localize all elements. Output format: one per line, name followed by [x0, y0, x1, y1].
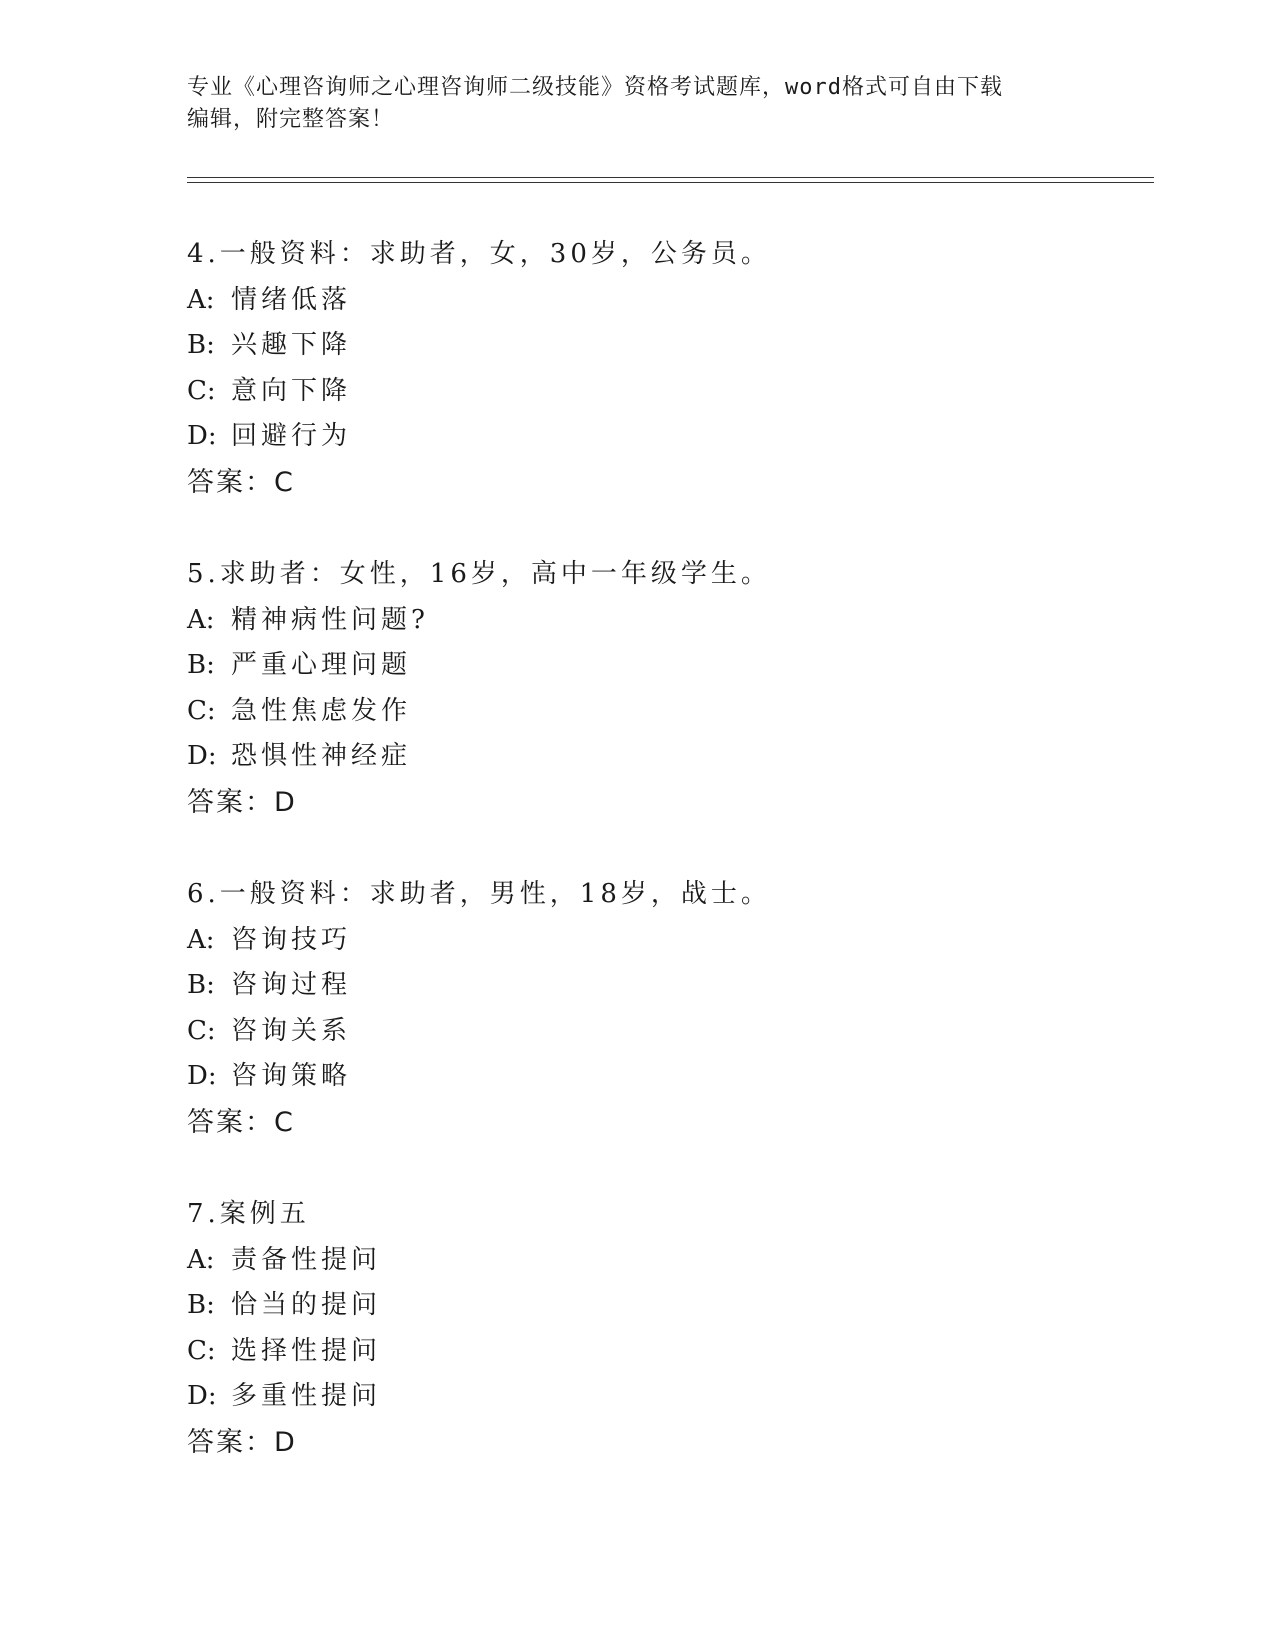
option-text: 急性焦虑发作 — [231, 695, 412, 726]
option-text: 咨询关系 — [231, 1015, 352, 1046]
option-letter: C: — [187, 1015, 216, 1046]
answer-line: 答案：D — [187, 786, 297, 818]
header-divider-top — [187, 177, 1154, 178]
option-text: 责备性提问 — [231, 1244, 382, 1275]
option-text: 精神病性问题? — [231, 604, 429, 635]
question-stem: 4.一般资料：求助者，女，30岁，公务员。 — [187, 239, 771, 269]
option-letter: D: — [187, 741, 217, 771]
answer-line: 答案：C — [187, 1106, 295, 1138]
option-letter: A: — [187, 604, 215, 635]
header-divider-bottom — [187, 182, 1154, 183]
option-c — [187, 1329, 1087, 1375]
option-letter: C: — [187, 375, 216, 406]
option-letter: B: — [187, 970, 215, 1000]
option-a — [187, 918, 1087, 964]
option-text: 严重心理问题 — [231, 650, 412, 680]
option-letter: A: — [187, 1244, 215, 1275]
question-stem: 7.案例五 — [187, 1199, 310, 1229]
option-letter: C: — [187, 695, 216, 726]
option-letter: C: — [187, 1335, 216, 1366]
option-letter: D: — [187, 1381, 217, 1411]
question-block — [187, 232, 1087, 505]
question-stem: 6.一般资料：求助者，男性，18岁，战士。 — [187, 879, 771, 909]
option-text: 回避行为 — [231, 421, 352, 451]
option-letter: D: — [187, 421, 217, 451]
option-text: 咨询过程 — [231, 970, 352, 1000]
option-b — [187, 323, 1087, 369]
option-d — [187, 1054, 1087, 1100]
option-letter: A: — [187, 284, 215, 315]
option-letter: B: — [187, 330, 215, 360]
option-d — [187, 414, 1087, 460]
option-a — [187, 1238, 1087, 1284]
option-letter: A: — [187, 924, 215, 955]
option-text: 兴趣下降 — [231, 330, 352, 360]
answer-line: 答案：D — [187, 1426, 297, 1458]
option-a — [187, 278, 1087, 324]
option-text: 咨询技巧 — [231, 924, 352, 955]
option-text: 意向下降 — [231, 375, 352, 406]
option-text: 多重性提问 — [231, 1381, 382, 1411]
question-block — [187, 552, 1087, 825]
option-text: 恐惧性神经症 — [231, 741, 412, 771]
option-d — [187, 1374, 1087, 1420]
option-text: 情绪低落 — [231, 284, 352, 315]
option-b — [187, 1283, 1087, 1329]
option-c — [187, 1009, 1087, 1055]
option-letter: B: — [187, 1290, 215, 1320]
document-header — [187, 72, 1087, 136]
option-d — [187, 734, 1087, 780]
option-c — [187, 689, 1087, 735]
option-a — [187, 598, 1087, 644]
option-c — [187, 369, 1087, 415]
option-b — [187, 643, 1087, 689]
question-block — [187, 872, 1087, 1145]
question-stem: 5.求助者：女性，16岁，高中一年级学生。 — [187, 559, 771, 589]
header-line-2: 编辑，附完整答案！ — [187, 107, 395, 132]
option-letter: B: — [187, 650, 215, 680]
option-b — [187, 963, 1087, 1009]
answer-line: 答案：C — [187, 466, 295, 498]
option-letter: D: — [187, 1061, 217, 1091]
option-text: 咨询策略 — [231, 1061, 352, 1091]
header-line-1: 专业《心理咨询师之心理咨询师二级技能》资格考试题库，word格式可自由下载 — [187, 75, 1003, 100]
option-text: 恰当的提问 — [231, 1290, 382, 1320]
question-block — [187, 1192, 1087, 1465]
option-text: 选择性提问 — [231, 1335, 382, 1366]
